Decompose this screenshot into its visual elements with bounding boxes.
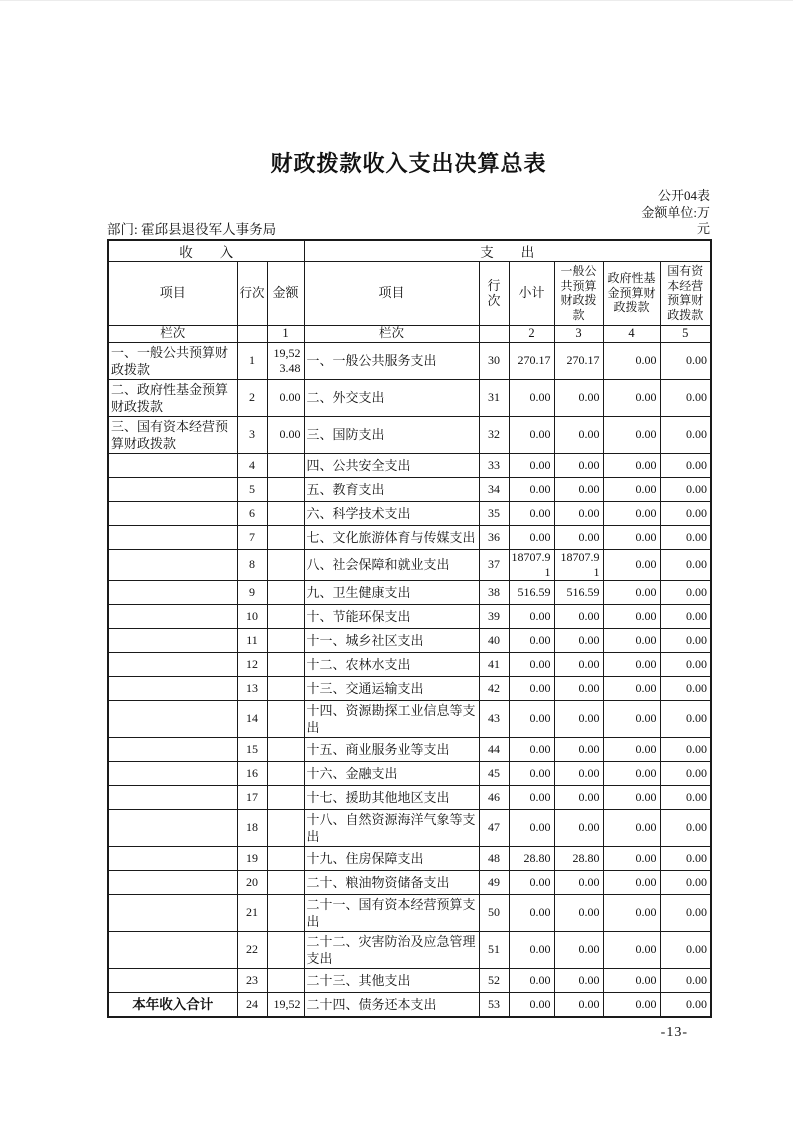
index-income-line-blank: [237, 325, 267, 342]
general-public-budget-cell: 0.00: [554, 379, 603, 416]
expense-line-number-cell: 51: [479, 931, 509, 968]
gov-fund-budget-cell: 0.00: [603, 737, 660, 761]
expense-item-cell: 五、教育支出: [304, 477, 479, 501]
expense-line-number-cell: 31: [479, 379, 509, 416]
income-item-cell: [108, 628, 237, 652]
unit-note: 金额单位:万元: [641, 204, 710, 236]
expense-item-cell: 二十四、债务还本支出: [304, 992, 479, 1017]
general-public-budget-cell: 0.00: [554, 737, 603, 761]
expense-item-cell: 七、文化旅游体育与传媒支出: [304, 525, 479, 549]
col-subtotal: 小计: [509, 261, 554, 325]
index-col-4: 4: [603, 325, 660, 342]
income-item-cell: [108, 968, 237, 992]
state-capital-budget-cell: 0.00: [660, 894, 711, 931]
subtotal-cell: 0.00: [509, 652, 554, 676]
income-line-number-cell: 2: [237, 379, 267, 416]
gov-fund-budget-cell: 0.00: [603, 453, 660, 477]
expense-line-number-cell: 33: [479, 453, 509, 477]
general-public-budget-cell: 0.00: [554, 761, 603, 785]
expense-line-number-cell: 47: [479, 809, 509, 846]
income-item-cell: [108, 931, 237, 968]
general-public-budget-cell: 0.00: [554, 992, 603, 1017]
gov-fund-budget-cell: 0.00: [603, 652, 660, 676]
expense-item-cell: 一、一般公共服务支出: [304, 342, 479, 379]
state-capital-budget-cell: 0.00: [660, 652, 711, 676]
income-item-cell: 本年收入合计: [108, 992, 237, 1017]
gov-fund-budget-cell: 0.00: [603, 931, 660, 968]
income-line-number-cell: 16: [237, 761, 267, 785]
expense-item-cell: 十三、交通运输支出: [304, 676, 479, 700]
general-public-budget-cell: 0.00: [554, 501, 603, 525]
table-row: [108, 525, 711, 549]
general-public-budget-cell: 0.00: [554, 652, 603, 676]
income-item-cell: [108, 737, 237, 761]
income-amount-cell: [267, 931, 304, 968]
income-line-number-cell: 24: [237, 992, 267, 1017]
subtotal-cell: 0.00: [509, 968, 554, 992]
table-row: [108, 676, 711, 700]
income-amount-cell: [267, 676, 304, 700]
department-label: 部门: 霍邱县退役军人事务局: [107, 221, 277, 237]
state-capital-budget-cell: 0.00: [660, 761, 711, 785]
income-item-cell: [108, 676, 237, 700]
expense-line-number-cell: 37: [479, 549, 509, 580]
income-item-cell: [108, 761, 237, 785]
income-line-number-cell: 9: [237, 580, 267, 604]
table-row: [108, 870, 711, 894]
expense-item-cell: 二十二、灾害防治及应急管理支出: [304, 931, 479, 968]
income-line-number-cell: 11: [237, 628, 267, 652]
expense-line-number-cell: 46: [479, 785, 509, 809]
subtotal-cell: 516.59: [509, 580, 554, 604]
general-public-budget-cell: 270.17: [554, 342, 603, 379]
gov-fund-budget-cell: 0.00: [603, 525, 660, 549]
table-row: [108, 379, 711, 416]
expense-item-cell: 十、节能环保支出: [304, 604, 479, 628]
col-income-line: 行次: [237, 261, 267, 325]
gov-fund-budget-cell: 0.00: [603, 968, 660, 992]
income-amount-cell: [267, 628, 304, 652]
income-item-cell: [108, 580, 237, 604]
general-public-budget-cell: 0.00: [554, 676, 603, 700]
income-item-cell: [108, 549, 237, 580]
expense-item-cell: 二十三、其他支出: [304, 968, 479, 992]
index-expense-line-blank: [479, 325, 509, 342]
general-public-budget-cell: 18707.91: [554, 549, 603, 580]
general-public-budget-cell: 0.00: [554, 477, 603, 501]
subtotal-cell: 0.00: [509, 931, 554, 968]
state-capital-budget-cell: 0.00: [660, 700, 711, 737]
income-amount-cell: [267, 846, 304, 870]
income-item-cell: [108, 700, 237, 737]
state-capital-budget-cell: 0.00: [660, 809, 711, 846]
general-public-budget-cell: 0.00: [554, 870, 603, 894]
gov-fund-budget-cell: 0.00: [603, 700, 660, 737]
expense-line-number-cell: 39: [479, 604, 509, 628]
expense-line-number-cell: 52: [479, 968, 509, 992]
meta-row: [107, 188, 710, 238]
general-public-budget-cell: 0.00: [554, 894, 603, 931]
gov-fund-budget-cell: 0.00: [603, 846, 660, 870]
income-item-cell: [108, 453, 237, 477]
expense-item-cell: 十七、援助其他地区支出: [304, 785, 479, 809]
form-code: 公开04表: [657, 188, 710, 203]
index-col-5: 5: [660, 325, 711, 342]
general-public-budget-cell: 0.00: [554, 525, 603, 549]
expense-line-number-cell: 40: [479, 628, 509, 652]
section-header-row: [108, 240, 711, 262]
general-public-budget-cell: 516.59: [554, 580, 603, 604]
page-number: -13-: [660, 1024, 688, 1040]
state-capital-budget-cell: 0.00: [660, 501, 711, 525]
state-capital-budget-cell: 0.00: [660, 628, 711, 652]
index-income-label: 栏次: [108, 325, 237, 342]
income-line-number-cell: 12: [237, 652, 267, 676]
subtotal-cell: 0.00: [509, 870, 554, 894]
income-item-cell: 三、国有资本经营预算财政拨款: [108, 416, 237, 453]
document-page: [0, 1, 793, 1123]
income-amount-cell: [267, 809, 304, 846]
subtotal-cell: 0.00: [509, 501, 554, 525]
subtotal-cell: 0.00: [509, 477, 554, 501]
income-amount-cell: [267, 604, 304, 628]
income-amount-cell: 19,52: [267, 992, 304, 1017]
income-item-cell: [108, 809, 237, 846]
state-capital-budget-cell: 0.00: [660, 846, 711, 870]
income-item-cell: 一、一般公共预算财政拨款: [108, 342, 237, 379]
expense-item-cell: 十六、金融支出: [304, 761, 479, 785]
table-row: [108, 416, 711, 453]
expense-line-number-cell: 45: [479, 761, 509, 785]
expense-item-cell: 十八、自然资源海洋气象等支出: [304, 809, 479, 846]
subtotal-cell: 0.00: [509, 809, 554, 846]
table-row: [108, 652, 711, 676]
subtotal-cell: 0.00: [509, 737, 554, 761]
gov-fund-budget-cell: 0.00: [603, 549, 660, 580]
expense-line-number-cell: 38: [479, 580, 509, 604]
income-item-cell: [108, 870, 237, 894]
expense-item-cell: 三、国防支出: [304, 416, 479, 453]
table-row: [108, 628, 711, 652]
state-capital-budget-cell: 0.00: [660, 676, 711, 700]
income-amount-cell: [267, 785, 304, 809]
index-col-2: 2: [509, 325, 554, 342]
income-amount-cell: [267, 968, 304, 992]
gov-fund-budget-cell: 0.00: [603, 580, 660, 604]
general-public-budget-cell: 0.00: [554, 700, 603, 737]
income-amount-cell: [267, 549, 304, 580]
col-income-item: 项目: [108, 261, 237, 325]
subtotal-cell: 0.00: [509, 379, 554, 416]
income-line-number-cell: 23: [237, 968, 267, 992]
income-item-cell: [108, 501, 237, 525]
state-capital-budget-cell: 0.00: [660, 549, 711, 580]
table-row: [108, 342, 711, 379]
state-capital-budget-cell: 0.00: [660, 342, 711, 379]
income-item-cell: [108, 652, 237, 676]
gov-fund-budget-cell: 0.00: [603, 342, 660, 379]
subtotal-cell: 18707.91: [509, 549, 554, 580]
gov-fund-budget-cell: 0.00: [603, 628, 660, 652]
col-income-amount: 金额: [267, 261, 304, 325]
state-capital-budget-cell: 0.00: [660, 992, 711, 1017]
table-row: [108, 477, 711, 501]
expense-item-cell: 二、外交支出: [304, 379, 479, 416]
expense-item-cell: 二十一、国有资本经营预算支出: [304, 894, 479, 931]
gov-fund-budget-cell: 0.00: [603, 785, 660, 809]
state-capital-budget-cell: 0.00: [660, 968, 711, 992]
income-amount-cell: [267, 652, 304, 676]
income-amount-cell: [267, 700, 304, 737]
gov-fund-budget-cell: 0.00: [603, 477, 660, 501]
column-index-row: [108, 325, 711, 342]
income-line-number-cell: 3: [237, 416, 267, 453]
table-row: [108, 501, 711, 525]
general-public-budget-cell: 0.00: [554, 453, 603, 477]
general-public-budget-cell: 0.00: [554, 931, 603, 968]
state-capital-budget-cell: 0.00: [660, 931, 711, 968]
fiscal-appropriation-table: [107, 239, 712, 1018]
gov-fund-budget-cell: 0.00: [603, 761, 660, 785]
subtotal-cell: 28.80: [509, 846, 554, 870]
expense-item-cell: 十四、资源勘探工业信息等支出: [304, 700, 479, 737]
income-amount-cell: [267, 894, 304, 931]
expense-item-cell: 十五、商业服务业等支出: [304, 737, 479, 761]
expense-item-cell: 十二、农林水支出: [304, 652, 479, 676]
income-line-number-cell: 17: [237, 785, 267, 809]
subtotal-cell: 0.00: [509, 761, 554, 785]
expense-line-number-cell: 30: [479, 342, 509, 379]
gov-fund-budget-cell: 0.00: [603, 992, 660, 1017]
income-section-header: 收 入: [108, 240, 304, 262]
expense-line-number-cell: 48: [479, 846, 509, 870]
general-public-budget-cell: 0.00: [554, 416, 603, 453]
income-line-number-cell: 13: [237, 676, 267, 700]
expense-item-cell: 九、卫生健康支出: [304, 580, 479, 604]
state-capital-budget-cell: 0.00: [660, 737, 711, 761]
income-line-number-cell: 20: [237, 870, 267, 894]
subtotal-cell: 0.00: [509, 992, 554, 1017]
table-row: [108, 992, 711, 1017]
income-item-cell: 二、政府性基金预算财政拨款: [108, 379, 237, 416]
income-line-number-cell: 19: [237, 846, 267, 870]
general-public-budget-cell: 0.00: [554, 604, 603, 628]
expense-line-number-cell: 34: [479, 477, 509, 501]
table-row: [108, 737, 711, 761]
income-line-number-cell: 6: [237, 501, 267, 525]
subtotal-cell: 0.00: [509, 894, 554, 931]
table-row: [108, 968, 711, 992]
subtotal-cell: 0.00: [509, 525, 554, 549]
income-item-cell: [108, 894, 237, 931]
income-amount-cell: [267, 580, 304, 604]
table-row: [108, 700, 711, 737]
expense-item-cell: 八、社会保障和就业支出: [304, 549, 479, 580]
income-amount-cell: [267, 477, 304, 501]
state-capital-budget-cell: 0.00: [660, 379, 711, 416]
expense-line-number-cell: 53: [479, 992, 509, 1017]
expense-line-number-cell: 50: [479, 894, 509, 931]
expense-section-header: 支 出: [304, 240, 711, 262]
subtotal-cell: 0.00: [509, 628, 554, 652]
expense-line-number-cell: 42: [479, 676, 509, 700]
income-amount-cell: [267, 737, 304, 761]
general-public-budget-cell: 0.00: [554, 968, 603, 992]
col-state-capital-budget: 国有资本经营预算财政拨款: [660, 261, 711, 325]
state-capital-budget-cell: 0.00: [660, 580, 711, 604]
index-col-1: 1: [267, 325, 304, 342]
expense-item-cell: 六、科学技术支出: [304, 501, 479, 525]
expense-item-cell: 十九、住房保障支出: [304, 846, 479, 870]
expense-line-number-cell: 36: [479, 525, 509, 549]
index-col-3: 3: [554, 325, 603, 342]
income-line-number-cell: 5: [237, 477, 267, 501]
income-amount-cell: 19,523.48: [267, 342, 304, 379]
expense-item-cell: 二十、粮油物资储备支出: [304, 870, 479, 894]
income-line-number-cell: 4: [237, 453, 267, 477]
income-item-cell: [108, 846, 237, 870]
income-amount-cell: [267, 501, 304, 525]
expense-item-cell: 十一、城乡社区支出: [304, 628, 479, 652]
income-line-number-cell: 22: [237, 931, 267, 968]
state-capital-budget-cell: 0.00: [660, 870, 711, 894]
document-title: 财政拨款收入支出决算总表: [270, 151, 547, 176]
state-capital-budget-cell: 0.00: [660, 416, 711, 453]
income-amount-cell: 0.00: [267, 416, 304, 453]
expense-item-cell: 四、公共安全支出: [304, 453, 479, 477]
index-expense-label: 栏次: [304, 325, 479, 342]
general-public-budget-cell: 28.80: [554, 846, 603, 870]
general-public-budget-cell: 0.00: [554, 809, 603, 846]
state-capital-budget-cell: 0.00: [660, 453, 711, 477]
general-public-budget-cell: 0.00: [554, 785, 603, 809]
state-capital-budget-cell: 0.00: [660, 525, 711, 549]
income-line-number-cell: 10: [237, 604, 267, 628]
expense-line-number-cell: 49: [479, 870, 509, 894]
gov-fund-budget-cell: 0.00: [603, 379, 660, 416]
income-line-number-cell: 14: [237, 700, 267, 737]
table-row: [108, 809, 711, 846]
col-general-public-budget: 一般公共预算财政拨款: [554, 261, 603, 325]
gov-fund-budget-cell: 0.00: [603, 894, 660, 931]
income-amount-cell: [267, 870, 304, 894]
income-line-number-cell: 18: [237, 809, 267, 846]
subtotal-cell: 0.00: [509, 785, 554, 809]
subtotal-cell: 0.00: [509, 416, 554, 453]
subtotal-cell: 0.00: [509, 604, 554, 628]
gov-fund-budget-cell: 0.00: [603, 676, 660, 700]
income-item-cell: [108, 525, 237, 549]
expense-line-number-cell: 41: [479, 652, 509, 676]
table-row: [108, 604, 711, 628]
income-amount-cell: 0.00: [267, 379, 304, 416]
table-row: [108, 761, 711, 785]
gov-fund-budget-cell: 0.00: [603, 416, 660, 453]
table-row: [108, 453, 711, 477]
income-item-cell: [108, 477, 237, 501]
state-capital-budget-cell: 0.00: [660, 477, 711, 501]
subtotal-cell: 0.00: [509, 453, 554, 477]
table-row: [108, 894, 711, 931]
gov-fund-budget-cell: 0.00: [603, 870, 660, 894]
income-item-cell: [108, 785, 237, 809]
col-expense-line: 行次: [479, 261, 509, 325]
table-row: [108, 931, 711, 968]
gov-fund-budget-cell: 0.00: [603, 809, 660, 846]
general-public-budget-cell: 0.00: [554, 628, 603, 652]
income-line-number-cell: 8: [237, 549, 267, 580]
income-amount-cell: [267, 525, 304, 549]
state-capital-budget-cell: 0.00: [660, 604, 711, 628]
table-body: [108, 342, 711, 1017]
income-line-number-cell: 7: [237, 525, 267, 549]
table-row: [108, 785, 711, 809]
income-item-cell: [108, 604, 237, 628]
meta-block: [636, 188, 710, 238]
expense-line-number-cell: 35: [479, 501, 509, 525]
subtotal-cell: 0.00: [509, 676, 554, 700]
col-gov-fund-budget: 政府性基金预算财政拨款: [603, 261, 660, 325]
income-line-number-cell: 15: [237, 737, 267, 761]
income-amount-cell: [267, 453, 304, 477]
table-row: [108, 846, 711, 870]
income-amount-cell: [267, 761, 304, 785]
gov-fund-budget-cell: 0.00: [603, 501, 660, 525]
table-row: [108, 580, 711, 604]
income-line-number-cell: 21: [237, 894, 267, 931]
state-capital-budget-cell: 0.00: [660, 785, 711, 809]
subtotal-cell: 0.00: [509, 700, 554, 737]
subtotal-cell: 270.17: [509, 342, 554, 379]
column-header-row: [108, 261, 711, 325]
table-row: [108, 549, 711, 580]
income-line-number-cell: 1: [237, 342, 267, 379]
col-expense-item: 项目: [304, 261, 479, 325]
expense-line-number-cell: 32: [479, 416, 509, 453]
gov-fund-budget-cell: 0.00: [603, 604, 660, 628]
expense-line-number-cell: 43: [479, 700, 509, 737]
expense-line-number-cell: 44: [479, 737, 509, 761]
